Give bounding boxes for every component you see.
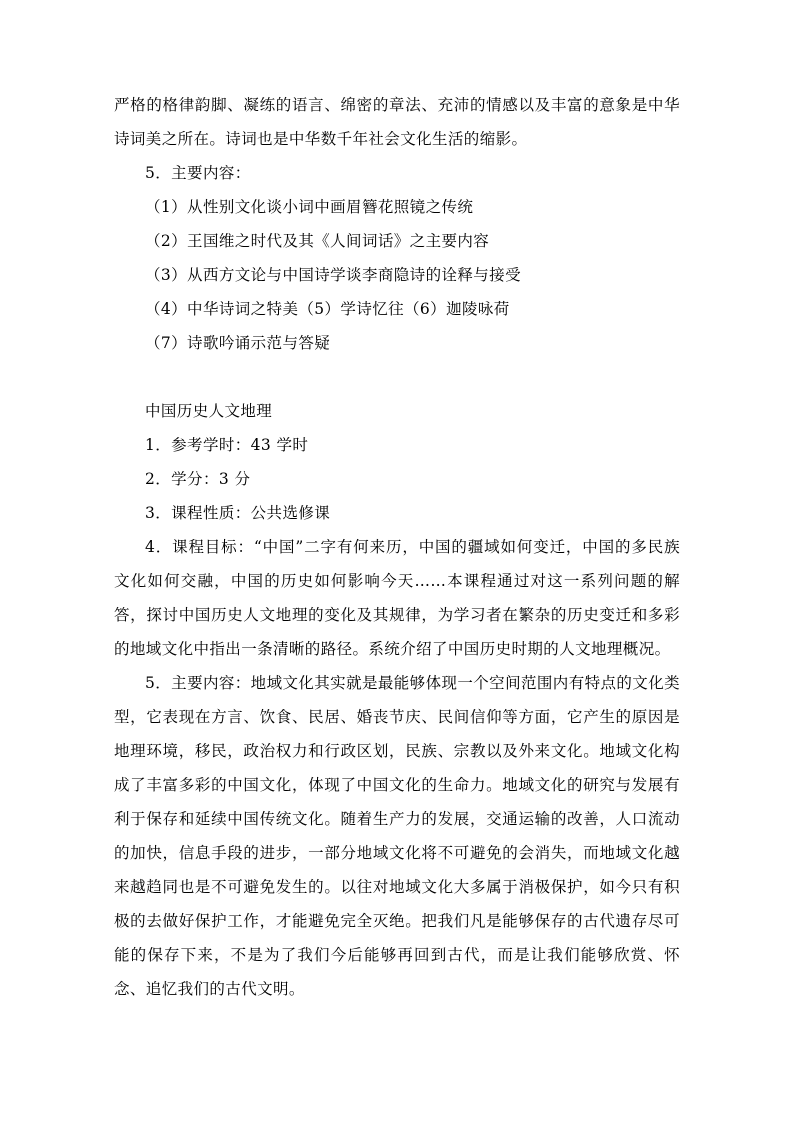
paragraph-course-hours: 1．参考学时：43 学时 [145,436,309,454]
paragraph-course-nature: 3．课程性质：公共选修课 [145,504,331,522]
paragraph-spacer [114,360,680,394]
paragraph-item-4: （4）中华诗词之特美（5）学诗忆往（6）迦陵咏荷 [145,300,510,318]
document-body [114,88,680,1006]
paragraph-item-1: （1）从性别文化谈小词中画眉簪花照镜之传统 [145,198,474,216]
paragraph-item-2: （2）王国维之时代及其《人间词话》之主要内容 [145,232,490,250]
paragraph-intro: 严格的格律韵脚、凝练的语言、绵密的章法、充沛的情感以及丰富的意象是中华诗词美之所在。诗词也是中华数千年社会文化生活的缩影。 [114,96,680,148]
paragraph-course-objective: 4．课程目标：“中国”二字有何来历，中国的疆域如何变迁，中国的多民族文化如何交融，中国的历史如何影响今天……本课程通过对这一系列问题的解答，探讨中国历史人文地理的变化及其规律，为学习者在繁杂的历史变迁和多彩的地域文化中指出一条清晰的路径。系统介绍了中国历史时期的人文地理概况。 [114,538,680,658]
paragraph-section-5-heading: 5．主要内容： [145,164,251,182]
paragraph-item-3: （3）从西方文论与中国诗学谈李商隐诗的诠释与接受 [145,266,521,284]
paragraph-course-credits: 2．学分：3 分 [145,470,251,488]
paragraph-course-content: 5．主要内容：地域文化其实就是最能够体现一个空间范围内有特点的文化类型，它表现在方言、饮食、民居、婚丧节庆、民间信仰等方面，它产生的原因是地理环境，移民，政治权力和行政区划，民族、宗教以及外来文化。地域文化构成了丰富多彩的中国文化，体现了中国文化的生命力。地域文化的研究与发展有利于保存和延续中国传统文化。随着生产力的发展，交通运输的改善，人口流动的加快，信息手段的进步，一部分地域文化将不可避免的会消失，而地域文化越来越趋同也是不可避免发生的。以往对地域文化大多属于消极保护，如今只有积极的去做好保护工作，才能避免完全灭绝。把我们凡是能够保存的古代遗存尽可能的保存下来，不是为了我们今后能够再回到古代，而是让我们能够欣赏、怀念、追忆我们的古代文明。 [114,674,680,998]
paragraph-item-7: （7）诗歌吟诵示范与答疑 [145,334,331,352]
paragraph-course-title: 中国历史人文地理 [145,402,273,420]
